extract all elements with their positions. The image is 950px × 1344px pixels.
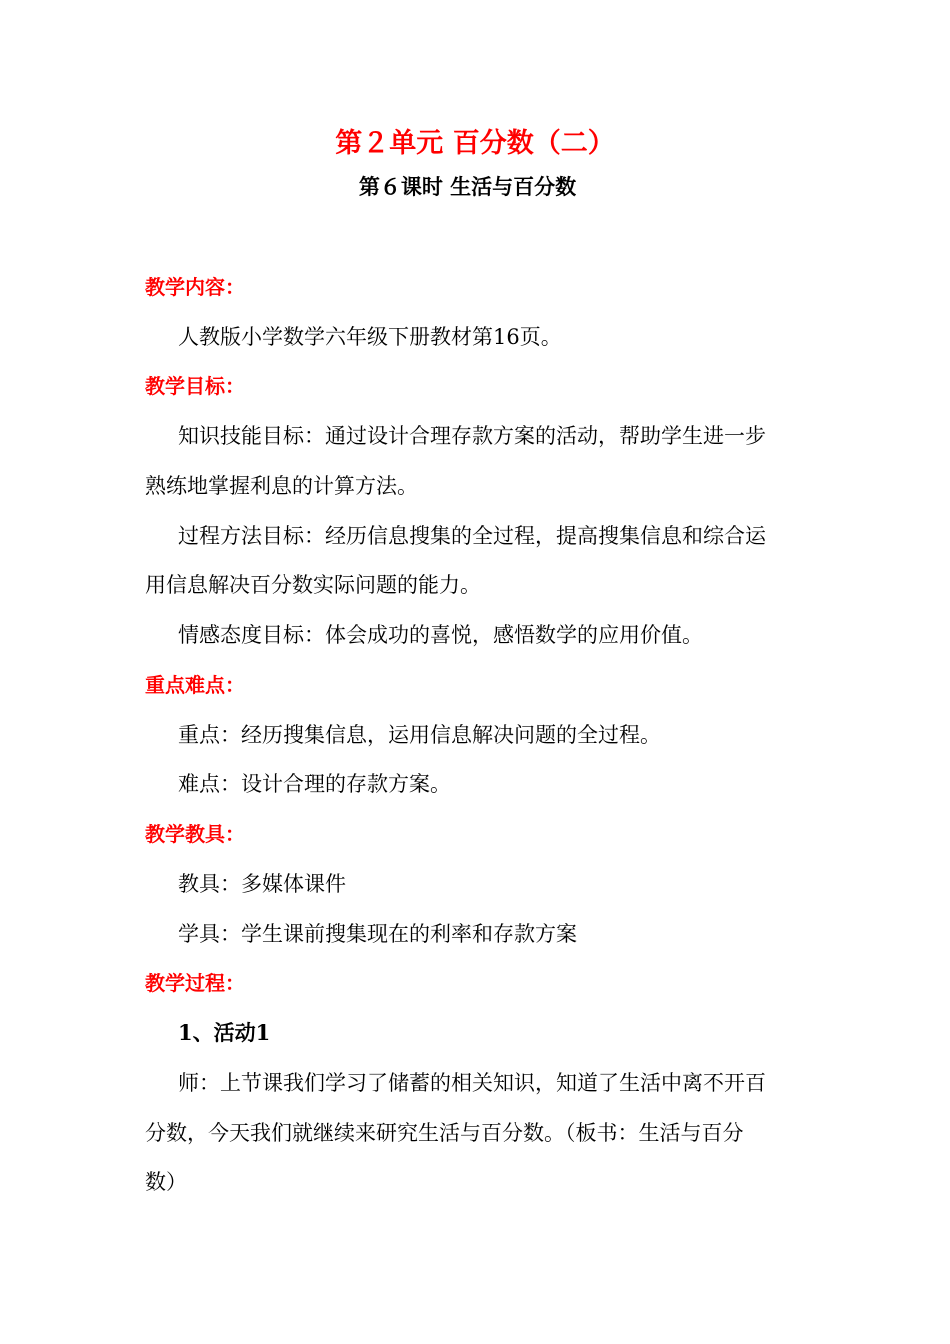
section-heading-tools: 教学教具： <box>145 822 245 846</box>
process-line: 师：上节课我们学习了储蓄的相关知识，知道了生活中离不开百 <box>178 1071 766 1095</box>
activity-title: 1、活动1 <box>178 1020 271 1045</box>
key-points-line: 重点：经历搜集信息，运用信息解决问题的全过程。 <box>178 723 661 747</box>
tools-line: 教具：多媒体课件 <box>178 872 346 896</box>
goals-line: 知识技能目标：通过设计合理存款方案的活动，帮助学生进一步 <box>178 424 766 448</box>
goals-line: 过程方法目标：经历信息搜集的全过程，提高搜集信息和综合运 <box>178 524 766 548</box>
unit-title: 第２单元 百分数（二） <box>335 128 615 159</box>
goals-line: 用信息解决百分数实际问题的能力。 <box>145 573 481 597</box>
content-line: 人教版小学数学六年级下册教材第16页。 <box>178 325 562 349</box>
section-heading-key-points: 重点难点： <box>145 673 245 697</box>
process-line: 数） <box>145 1170 187 1194</box>
section-heading-content: 教学内容： <box>145 275 245 299</box>
section-heading-process: 教学过程： <box>145 971 245 995</box>
lesson-subtitle: 第６课时 生活与百分数 <box>358 174 577 199</box>
process-line: 分数，今天我们就继续来研究生活与百分数。（板书：生活与百分 <box>145 1121 744 1145</box>
key-points-line: 难点：设计合理的存款方案。 <box>178 772 451 796</box>
tools-line: 学具：学生课前搜集现在的利率和存款方案 <box>178 922 577 946</box>
goals-line: 熟练地掌握利息的计算方法。 <box>145 474 418 498</box>
goals-line: 情感态度目标：体会成功的喜悦，感悟数学的应用价值。 <box>178 623 703 647</box>
section-heading-goals: 教学目标： <box>145 374 245 398</box>
